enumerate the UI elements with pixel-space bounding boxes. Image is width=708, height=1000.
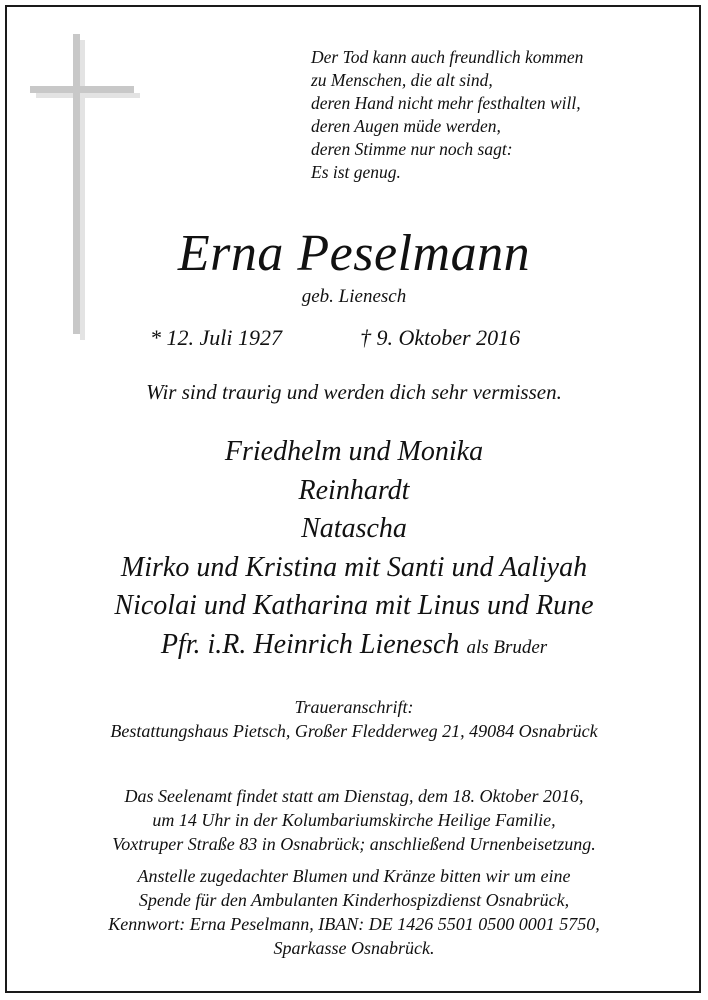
family-line: Mirko und Kristina mit Santi und Aaliyah <box>120 551 588 583</box>
poem-line: deren Hand nicht mehr festhalten will, <box>311 93 581 113</box>
brother-name: Pfr. i.R. Heinrich Lienesch <box>160 628 460 660</box>
service-line: Das Seelenamt findet statt am Dienstag, dem 18. Oktober 2016, <box>124 786 584 806</box>
family-list <box>0 433 708 667</box>
service-line: Voxtruper Straße 83 in Osnabrück; anschließend Urnenbeisetzung. <box>112 834 596 854</box>
family-line-brother <box>0 626 708 668</box>
service-info <box>0 784 708 960</box>
poem-line: zu Menschen, die alt sind, <box>311 70 493 90</box>
poem <box>311 46 701 184</box>
poem-line: deren Stimme nur noch sagt: <box>311 139 513 159</box>
donation-line: Sparkasse Osnabrück. <box>273 938 435 958</box>
birth-name: geb. Lienesch <box>301 286 407 307</box>
mourning-address <box>0 695 708 743</box>
family-line: Natascha <box>301 513 407 544</box>
poem-line: Es ist genug. <box>311 162 401 182</box>
mourning-message: Wir sind traurig und werden dich sehr vermissen. <box>146 380 562 404</box>
donation-line: Anstelle zugedachter Blumen und Kränze bitten wir um eine <box>137 866 571 886</box>
address-line: Bestattungshaus Pietsch, Großer Fledderweg 21, 49084 Osnabrück <box>110 721 598 741</box>
death-date: † 9. Oktober 2016 <box>360 325 521 350</box>
deceased-name: Erna Peselmann <box>177 225 531 282</box>
address-label: Traueranschrift: <box>294 697 414 717</box>
donation-line: Spende für den Ambulanten Kinderhospizdienst Osnabrück, <box>138 890 570 910</box>
family-line: Nicolai und Katharina mit Linus und Rune <box>114 590 594 621</box>
poem-line: deren Augen müde werden, <box>311 116 501 136</box>
poem-line: Der Tod kann auch freundlich kommen <box>311 47 584 67</box>
donation-line: Kennwort: Erna Peselmann, IBAN: DE 1426 5501 0500 0001 5750, <box>108 914 600 934</box>
brother-suffix: als Bruder <box>466 636 548 658</box>
family-line: Friedhelm und Monika <box>224 436 484 467</box>
birth-date: * 12. Juli 1927 <box>150 325 282 350</box>
family-line: Reinhardt <box>298 474 410 506</box>
service-line: um 14 Uhr in der Kolumbariumskirche Heilige Familie, <box>152 810 556 830</box>
